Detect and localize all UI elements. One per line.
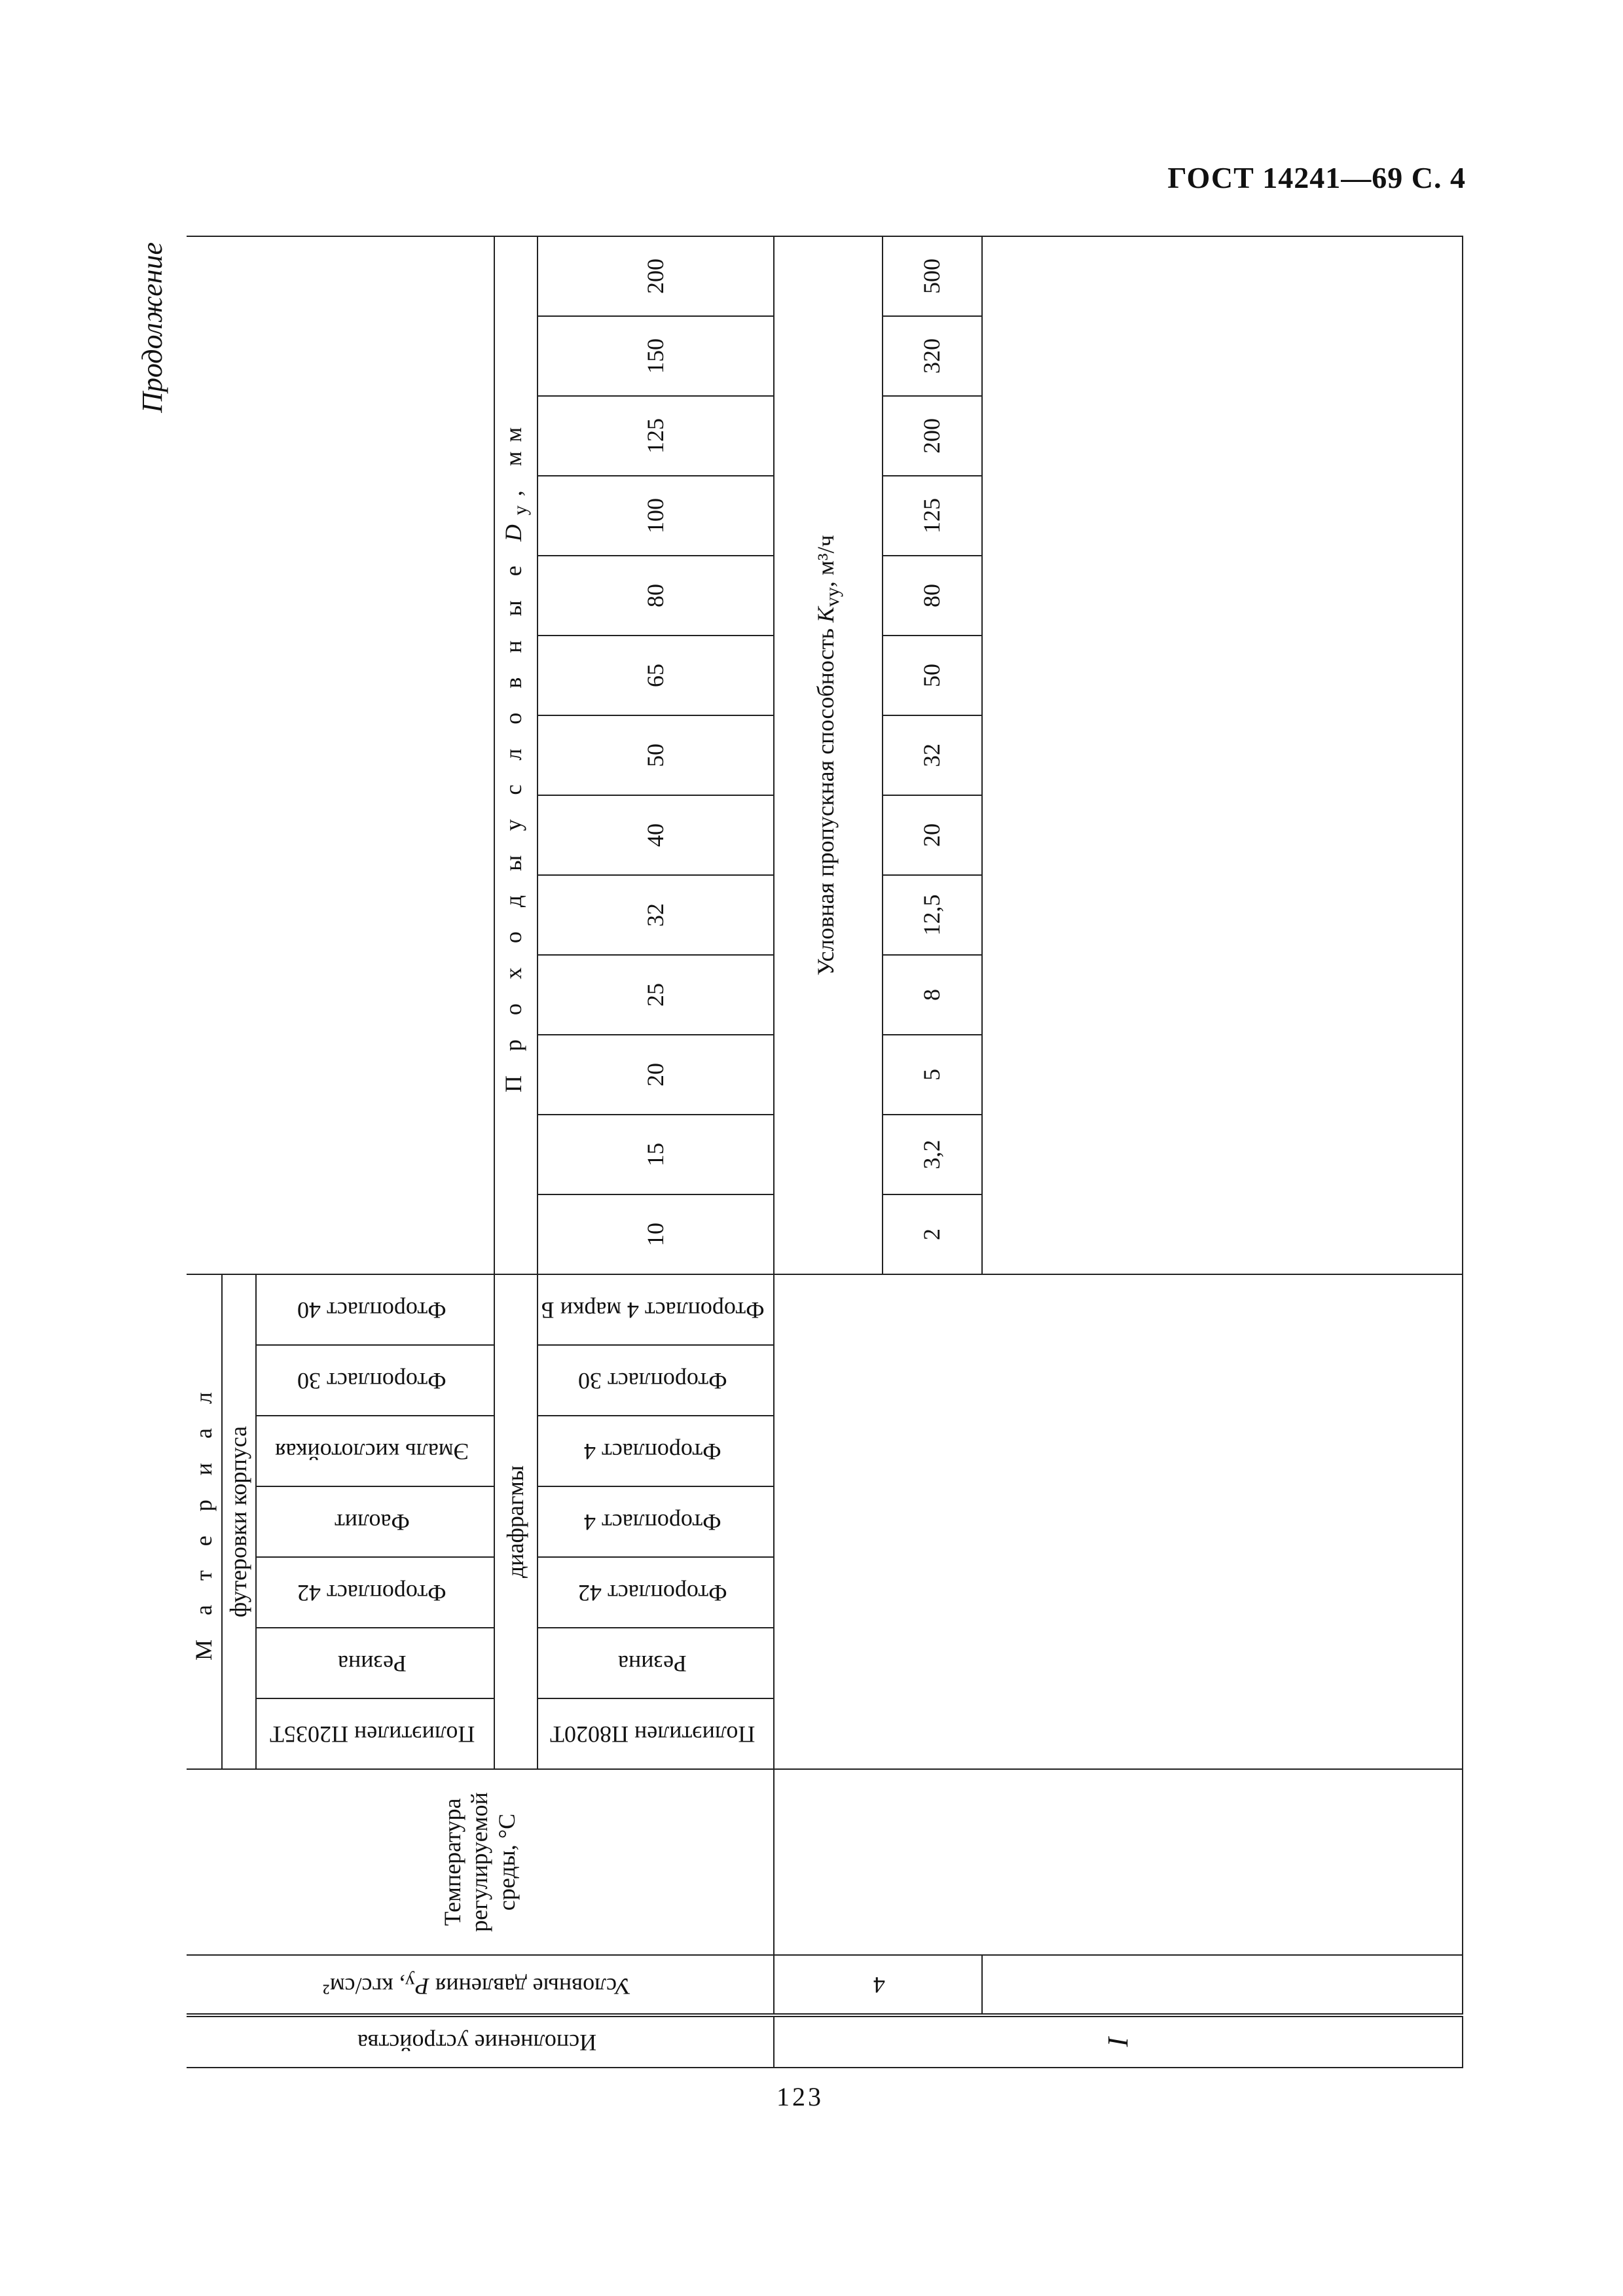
passage-10: 10	[538, 1194, 774, 1274]
capacity-320: 320	[883, 316, 982, 396]
execution-header: Исполнение устройства	[187, 2015, 774, 2068]
capacity-8: 8	[883, 955, 982, 1035]
capacity-2: 2	[883, 1194, 982, 1274]
capacity-200: 200	[883, 396, 982, 476]
passages-header-spacer	[187, 236, 494, 1274]
passage-20: 20	[538, 1035, 774, 1115]
diaphragm-material-1: Полиэтилен П8020Т	[538, 1698, 774, 1769]
passage-32: 32	[538, 875, 774, 955]
capacity-3-2: 3,2	[883, 1115, 982, 1194]
lining-material-5: Эмаль кислотойкая	[256, 1416, 494, 1486]
passage-125: 125	[538, 396, 774, 476]
page-number: 123	[776, 2082, 824, 2111]
passage-50: 50	[538, 715, 774, 795]
lining-material-7: Фторопласт 40	[256, 1274, 494, 1345]
diaphragm-material-5: Фторопласт 4	[538, 1416, 774, 1486]
passages-title: П р о х о д ы у с л о в н ы е $D_у$, мм	[494, 236, 538, 1274]
materials-values-block	[774, 1274, 1463, 1769]
passage-65: 65	[538, 636, 774, 715]
lining-material-3: Фторопласт 42	[256, 1557, 494, 1628]
pressure-header: Условные давления $P_у$, кгс/см²	[187, 1955, 774, 2015]
passage-100: 100	[538, 476, 774, 556]
capacity-20: 20	[883, 795, 982, 875]
capacity-title: Условная пропускная способность $K_{vy}$, м³/ч	[774, 236, 883, 1274]
diaphragm-material-2: Резина	[538, 1628, 774, 1698]
capacity-500: 500	[883, 236, 982, 316]
codes-values-block	[982, 236, 1463, 1274]
capacity-50: 50	[883, 636, 982, 715]
passage-15: 15	[538, 1115, 774, 1194]
diaphragm-material-6: Фторопласт 30	[538, 1345, 774, 1416]
pressure-values-column	[982, 1955, 1463, 2015]
material-header: М а т е р и а л	[187, 1274, 222, 1769]
pressure-group-4: 4	[774, 1955, 982, 2015]
diaphragm-material-3: Фторопласт 42	[538, 1557, 774, 1628]
passage-200: 200	[538, 236, 774, 316]
lining-material-6: Фторопласт 30	[256, 1345, 494, 1416]
page-header: ГОСТ 14241—69 С. 4	[1167, 161, 1466, 194]
temperature-header: Температура регулируемой среды, °С	[187, 1769, 774, 1955]
passage-25: 25	[538, 955, 774, 1035]
diaphragm-material-4: Фторопласт 4	[538, 1486, 774, 1557]
passage-80: 80	[538, 556, 774, 636]
table-container	[136, 242, 1463, 2068]
lining-material-4: Фаолит	[256, 1486, 494, 1557]
lining-material-1: Полиэтилен П2035Т	[256, 1698, 494, 1769]
capacity-12-5: 12,5	[883, 875, 982, 955]
passage-150: 150	[538, 316, 774, 396]
capacity-125: 125	[883, 476, 982, 556]
capacity-32: 32	[883, 715, 982, 795]
temperature-values-column	[774, 1769, 1463, 1955]
lining-material-2: Резина	[256, 1628, 494, 1698]
continuation-label: Продолжение	[136, 242, 168, 413]
rotated-table-frame	[136, 242, 1463, 2068]
capacity-80: 80	[883, 556, 982, 636]
execution-value: I	[774, 2015, 1463, 2068]
passage-40: 40	[538, 795, 774, 875]
diaphragm-material-7: Фторопласт 4 марки Б	[538, 1274, 774, 1345]
specification-table	[187, 236, 1463, 2068]
capacity-5: 5	[883, 1035, 982, 1115]
lining-header: футеровки корпуса	[222, 1274, 256, 1769]
diaphragm-header: диафрагмы	[494, 1274, 538, 1769]
